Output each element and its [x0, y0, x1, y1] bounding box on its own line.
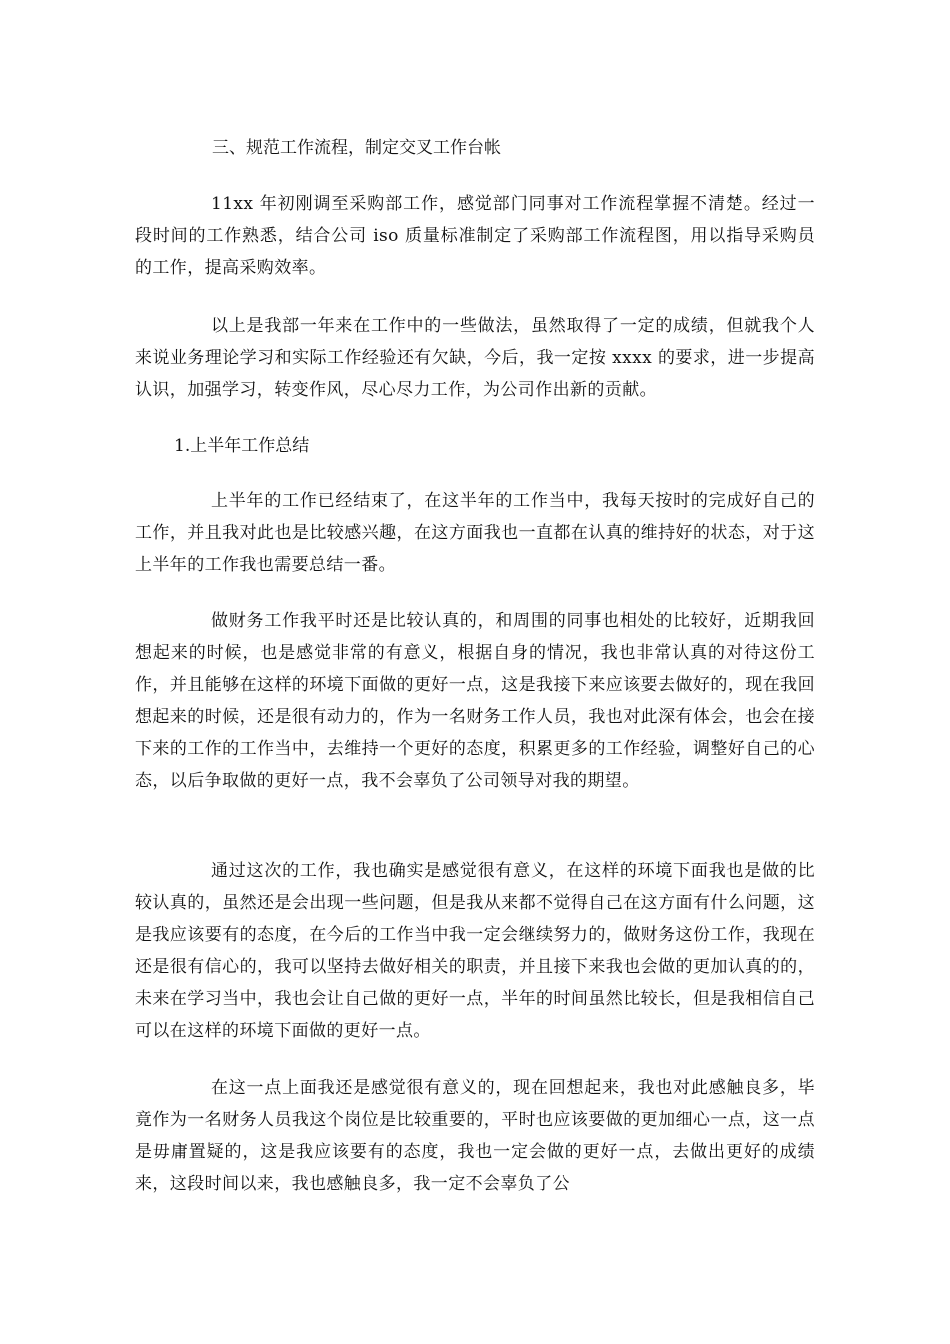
section-heading-3: 三、规范工作流程，制定交叉工作台帐	[212, 138, 501, 158]
paragraph-1: 11xx 年初刚调至采购部工作，感觉部门同事对工作流程掌握不清楚。经过一段时间的工作熟悉，结合公司 iso 质量标准制定了采购部工作流程图，用以指导采购员的工作，提高采购效率。	[135, 194, 815, 278]
section-heading-1: 1.上半年工作总结	[174, 436, 310, 456]
paragraph-2: 以上是我部一年来在工作中的一些做法，虽然取得了一定的成绩，但就我个人来说业务理论学习和实际工作经验还有欠缺，今后，我一定按 xxxx 的要求，进一步提高认识，加强学习，转变作风，尽心尽力工作，为公司作出新的贡献。	[135, 316, 815, 400]
paragraph-4: 做财务工作我平时还是比较认真的，和周围的同事也相处的比较好，近期我回想起来的时候，也是感觉非常的有意义，根据自身的情况，我也非常认真的对待这份工作，并且能够在这样的环境下面做的更好一点，这是我接下来应该要去做好的，现在我回想起来的时候，还是很有动力的，作为一名财务工作人员，我也对此深有体会，也会在接下来的工作的工作当中，去维持一个更好的态度，积累更多的工作经验，调整好自己的心态，以后争取做的更好一点，我不会辜负了公司领导对我的期望。	[135, 611, 815, 791]
paragraph-6: 在这一点上面我还是感觉很有意义的，现在回想起来，我也对此感触良多，毕竟作为一名财务人员我这个岗位是比较重要的，平时也应该要做的更加细心一点，这一点是毋庸置疑的，这是我应该要有的态度，我也一定会做的更好一点，去做出更好的成绩来，这段时间以来，我也感触良多，我一定不会辜负了公	[135, 1078, 815, 1194]
paragraph-5: 通过这次的工作，我也确实是感觉很有意义，在这样的环境下面我也是做的比较认真的，虽然还是会出现一些问题，但是我从来都不觉得自己在这方面有什么问题，这是我应该要有的态度，在今后的工作当中我一定会继续努力的，做财务这份工作，我现在还是很有信心的，我可以坚持去做好相关的职责，并且接下来我也会做的更加认真的的，未来在学习当中，我也会让自己做的更好一点，半年的时间虽然比较长，但是我相信自己可以在这样的环境下面做的更好一点。	[135, 861, 815, 1041]
paragraph-3: 上半年的工作已经结束了，在这半年的工作当中，我每天按时的完成好自己的工作，并且我对此也是比较感兴趣，在这方面我也一直都在认真的维持好的状态，对于这上半年的工作我也需要总结一番。	[135, 491, 815, 575]
